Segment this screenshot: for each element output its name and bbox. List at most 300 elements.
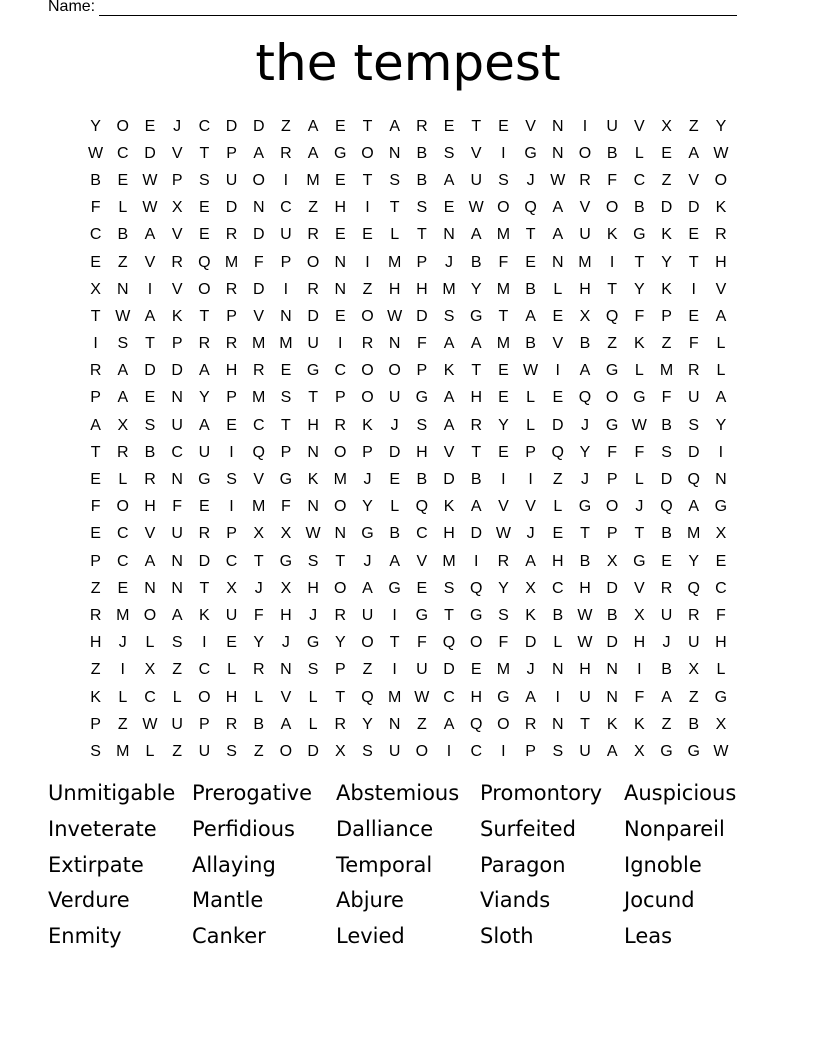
grid-letter[interactable]: D: [144, 362, 156, 380]
grid-letter[interactable]: L: [172, 688, 182, 706]
grid-letter[interactable]: U: [470, 171, 482, 189]
grid-letter[interactable]: K: [525, 606, 536, 624]
grid-letter[interactable]: D: [307, 307, 319, 325]
grid-letter[interactable]: I: [147, 280, 153, 298]
grid-letter[interactable]: H: [307, 416, 319, 434]
grid-letter[interactable]: B: [634, 199, 645, 217]
grid-letter[interactable]: K: [443, 362, 455, 380]
grid-letter[interactable]: X: [90, 280, 101, 298]
grid-letter[interactable]: H: [144, 498, 156, 516]
grid-letter[interactable]: P: [606, 471, 618, 489]
grid-letter[interactable]: P: [280, 253, 292, 271]
grid-letter[interactable]: O: [306, 253, 320, 271]
grid-letter[interactable]: K: [661, 226, 672, 244]
grid-letter[interactable]: T: [145, 335, 155, 353]
grid-letter[interactable]: A: [389, 552, 400, 570]
grid-letter[interactable]: M: [333, 471, 347, 489]
grid-letter[interactable]: O: [143, 606, 157, 624]
grid-letter[interactable]: E: [552, 525, 564, 543]
grid-letter[interactable]: H: [552, 552, 564, 570]
grid-letter[interactable]: X: [715, 525, 727, 543]
grid-letter[interactable]: V: [579, 199, 591, 217]
grid-letter[interactable]: W: [495, 525, 511, 543]
grid-letter[interactable]: E: [470, 661, 482, 679]
grid-letter[interactable]: O: [361, 144, 374, 162]
grid-letter[interactable]: F: [498, 634, 509, 652]
grid-letter[interactable]: G: [524, 144, 537, 162]
grid-letter[interactable]: A: [199, 362, 210, 380]
grid-letter[interactable]: J: [580, 416, 589, 434]
grid-letter[interactable]: D: [606, 634, 618, 652]
grid-letter[interactable]: T: [90, 443, 101, 461]
grid-letter[interactable]: X: [117, 416, 129, 434]
grid-letter[interactable]: V: [144, 253, 156, 271]
grid-letter[interactable]: S: [117, 335, 129, 353]
grid-letter[interactable]: Y: [498, 579, 509, 597]
grid-letter[interactable]: F: [253, 253, 264, 271]
grid-letter[interactable]: E: [661, 552, 672, 570]
grid-letter[interactable]: R: [470, 416, 482, 434]
grid-letter[interactable]: V: [715, 280, 727, 298]
grid-letter[interactable]: U: [388, 742, 401, 760]
grid-letter[interactable]: E: [688, 307, 700, 325]
grid-letter[interactable]: T: [362, 171, 373, 189]
grid-letter[interactable]: O: [334, 498, 347, 516]
grid-letter[interactable]: N: [552, 144, 564, 162]
grid-letter[interactable]: I: [338, 335, 343, 353]
grid-letter[interactable]: Z: [661, 335, 672, 353]
grid-letter[interactable]: F: [172, 498, 183, 516]
grid-letter[interactable]: N: [171, 552, 183, 570]
grid-letter[interactable]: C: [117, 525, 129, 543]
grid-letter[interactable]: G: [687, 742, 700, 760]
grid-letter[interactable]: S: [226, 471, 237, 489]
grid-letter[interactable]: R: [198, 525, 211, 543]
grid-letter[interactable]: E: [199, 498, 210, 516]
grid-letter[interactable]: T: [444, 606, 454, 624]
grid-letter[interactable]: K: [634, 335, 645, 353]
grid-letter[interactable]: V: [498, 498, 509, 516]
grid-letter[interactable]: R: [497, 552, 510, 570]
grid-letter[interactable]: T: [253, 552, 264, 570]
grid-letter[interactable]: O: [388, 362, 401, 380]
grid-letter[interactable]: L: [254, 688, 264, 706]
grid-letter[interactable]: Z: [688, 688, 699, 706]
grid-letter[interactable]: O: [714, 171, 728, 189]
grid-letter[interactable]: J: [254, 579, 263, 597]
grid-letter[interactable]: H: [470, 389, 482, 407]
grid-letter[interactable]: D: [416, 307, 428, 325]
grid-letter[interactable]: A: [307, 117, 319, 135]
grid-letter[interactable]: N: [552, 715, 564, 733]
grid-letter[interactable]: G: [714, 498, 728, 516]
grid-letter[interactable]: J: [662, 634, 671, 652]
grid-letter[interactable]: E: [117, 171, 129, 189]
grid-letter[interactable]: Y: [362, 498, 373, 516]
grid-letter[interactable]: N: [388, 144, 401, 162]
grid-letter[interactable]: J: [526, 171, 535, 189]
grid-letter[interactable]: W: [713, 742, 729, 760]
grid-letter[interactable]: W: [387, 307, 403, 325]
grid-letter[interactable]: A: [362, 579, 373, 597]
grid-letter[interactable]: S: [443, 579, 455, 597]
grid-letter[interactable]: D: [225, 199, 238, 217]
grid-letter[interactable]: F: [716, 606, 726, 624]
grid-letter[interactable]: I: [473, 552, 479, 570]
grid-letter[interactable]: V: [470, 144, 482, 162]
grid-letter[interactable]: O: [361, 362, 374, 380]
grid-letter[interactable]: B: [606, 144, 618, 162]
grid-letter[interactable]: X: [661, 117, 672, 135]
grid-letter[interactable]: R: [660, 579, 673, 597]
grid-letter[interactable]: X: [144, 661, 156, 679]
grid-letter[interactable]: Q: [687, 471, 700, 489]
grid-letter[interactable]: I: [229, 498, 234, 516]
grid-letter[interactable]: O: [198, 688, 211, 706]
grid-letter[interactable]: N: [171, 389, 183, 407]
grid-letter[interactable]: V: [443, 443, 455, 461]
grid-letter[interactable]: P: [199, 715, 210, 733]
grid-letter[interactable]: T: [498, 307, 509, 325]
grid-letter[interactable]: F: [634, 443, 645, 461]
grid-letter[interactable]: M: [687, 525, 701, 543]
grid-letter[interactable]: Y: [498, 416, 509, 434]
grid-letter[interactable]: R: [280, 144, 292, 162]
grid-letter[interactable]: I: [365, 253, 370, 271]
grid-letter[interactable]: W: [88, 144, 104, 162]
grid-letter[interactable]: I: [120, 661, 125, 679]
grid-letter[interactable]: A: [525, 307, 536, 325]
grid-letter[interactable]: G: [415, 389, 429, 407]
grid-letter[interactable]: V: [525, 498, 536, 516]
grid-letter[interactable]: B: [470, 471, 482, 489]
grid-letter[interactable]: W: [142, 715, 158, 733]
grid-letter[interactable]: I: [555, 688, 560, 706]
grid-letter[interactable]: O: [497, 199, 510, 217]
grid-letter[interactable]: A: [688, 498, 700, 516]
grid-letter[interactable]: U: [171, 715, 183, 733]
grid-letter[interactable]: A: [307, 144, 319, 162]
grid-letter[interactable]: L: [308, 715, 318, 733]
grid-letter[interactable]: C: [117, 552, 129, 570]
grid-letter[interactable]: P: [90, 389, 101, 407]
grid-letter[interactable]: C: [198, 117, 211, 135]
grid-letter[interactable]: A: [280, 715, 292, 733]
grid-letter[interactable]: U: [171, 525, 183, 543]
grid-letter[interactable]: P: [606, 525, 618, 543]
grid-letter[interactable]: B: [688, 715, 700, 733]
grid-letter[interactable]: A: [443, 171, 455, 189]
grid-letter[interactable]: W: [577, 606, 593, 624]
grid-letter[interactable]: S: [389, 171, 400, 189]
grid-letter[interactable]: O: [252, 171, 265, 189]
grid-letter[interactable]: Z: [308, 199, 318, 217]
grid-letter[interactable]: E: [90, 253, 101, 271]
grid-letter[interactable]: N: [443, 226, 455, 244]
grid-letter[interactable]: A: [90, 416, 101, 434]
grid-letter[interactable]: A: [171, 606, 183, 624]
grid-letter[interactable]: S: [90, 742, 101, 760]
grid-letter[interactable]: N: [334, 280, 347, 298]
grid-letter[interactable]: T: [471, 117, 482, 135]
grid-letter[interactable]: U: [171, 416, 183, 434]
grid-letter[interactable]: Z: [607, 335, 618, 353]
grid-letter[interactable]: L: [118, 199, 128, 217]
grid-letter[interactable]: A: [470, 498, 482, 516]
grid-letter[interactable]: D: [225, 117, 238, 135]
grid-letter[interactable]: O: [361, 389, 374, 407]
grid-letter[interactable]: O: [116, 117, 129, 135]
grid-letter[interactable]: G: [361, 525, 374, 543]
grid-letter[interactable]: K: [606, 226, 618, 244]
grid-letter[interactable]: M: [224, 253, 239, 271]
grid-letter[interactable]: U: [361, 606, 374, 624]
grid-letter[interactable]: J: [173, 117, 182, 135]
grid-letter[interactable]: A: [715, 307, 727, 325]
grid-letter[interactable]: O: [279, 742, 293, 760]
grid-letter[interactable]: F: [607, 171, 618, 189]
grid-letter[interactable]: N: [117, 280, 129, 298]
grid-letter[interactable]: U: [660, 606, 673, 624]
grid-letter[interactable]: X: [171, 199, 183, 217]
grid-letter[interactable]: D: [252, 117, 265, 135]
grid-letter[interactable]: R: [252, 661, 265, 679]
grid-letter[interactable]: A: [144, 307, 156, 325]
grid-letter[interactable]: X: [253, 525, 265, 543]
grid-letter[interactable]: V: [171, 144, 183, 162]
grid-letter[interactable]: V: [525, 117, 536, 135]
grid-letter[interactable]: P: [90, 715, 101, 733]
grid-letter[interactable]: E: [226, 634, 237, 652]
grid-letter[interactable]: T: [308, 389, 318, 407]
grid-letter[interactable]: U: [579, 742, 591, 760]
grid-letter[interactable]: E: [362, 226, 373, 244]
grid-letter[interactable]: U: [198, 443, 211, 461]
grid-letter[interactable]: W: [713, 144, 729, 162]
grid-letter[interactable]: C: [89, 226, 102, 244]
grid-letter[interactable]: A: [688, 144, 700, 162]
grid-letter[interactable]: Y: [470, 280, 482, 298]
grid-letter[interactable]: O: [469, 634, 483, 652]
grid-letter[interactable]: L: [526, 416, 536, 434]
grid-letter[interactable]: U: [388, 389, 401, 407]
grid-letter[interactable]: X: [688, 661, 700, 679]
grid-letter[interactable]: O: [605, 498, 619, 516]
grid-letter[interactable]: J: [281, 634, 290, 652]
grid-letter[interactable]: K: [634, 715, 645, 733]
grid-letter[interactable]: A: [552, 226, 564, 244]
grid-letter[interactable]: W: [115, 307, 131, 325]
grid-letter[interactable]: E: [199, 226, 210, 244]
grid-letter[interactable]: C: [416, 525, 428, 543]
grid-letter[interactable]: Z: [117, 715, 128, 733]
grid-letter[interactable]: K: [171, 307, 183, 325]
grid-letter[interactable]: L: [716, 661, 726, 679]
grid-letter[interactable]: B: [470, 253, 482, 271]
grid-letter[interactable]: C: [117, 144, 129, 162]
grid-letter[interactable]: E: [334, 307, 346, 325]
grid-letter[interactable]: L: [227, 661, 236, 679]
grid-letter[interactable]: S: [443, 144, 455, 162]
grid-letter[interactable]: F: [498, 253, 509, 271]
grid-letter[interactable]: T: [525, 226, 536, 244]
grid-letter[interactable]: V: [634, 117, 645, 135]
grid-letter[interactable]: M: [496, 661, 511, 679]
grid-letter[interactable]: M: [387, 688, 402, 706]
name-blank[interactable]: [99, 1, 737, 16]
grid-letter[interactable]: H: [579, 280, 591, 298]
grid-letter[interactable]: M: [442, 280, 456, 298]
grid-letter[interactable]: E: [498, 443, 509, 461]
grid-letter[interactable]: I: [501, 144, 506, 162]
grid-letter[interactable]: B: [661, 416, 672, 434]
grid-letter[interactable]: N: [388, 715, 401, 733]
grid-letter[interactable]: G: [714, 688, 728, 706]
grid-letter[interactable]: R: [171, 253, 183, 271]
grid-letter[interactable]: U: [687, 634, 700, 652]
grid-letter[interactable]: D: [144, 144, 156, 162]
grid-letter[interactable]: R: [687, 606, 700, 624]
grid-letter[interactable]: Z: [416, 715, 427, 733]
grid-letter[interactable]: Z: [90, 579, 101, 597]
grid-letter[interactable]: B: [552, 606, 564, 624]
grid-letter[interactable]: E: [334, 117, 346, 135]
grid-letter[interactable]: I: [582, 117, 588, 135]
grid-letter[interactable]: K: [90, 688, 101, 706]
grid-letter[interactable]: Q: [605, 307, 619, 325]
grid-letter[interactable]: F: [90, 199, 101, 217]
grid-letter[interactable]: J: [390, 416, 399, 434]
grid-letter[interactable]: L: [634, 144, 644, 162]
grid-letter[interactable]: G: [279, 552, 293, 570]
grid-letter[interactable]: P: [362, 443, 373, 461]
grid-letter[interactable]: M: [252, 498, 266, 516]
grid-letter[interactable]: B: [253, 715, 265, 733]
grid-letter[interactable]: U: [416, 661, 428, 679]
grid-letter[interactable]: S: [280, 389, 292, 407]
grid-letter[interactable]: P: [171, 335, 183, 353]
grid-letter[interactable]: O: [198, 280, 211, 298]
grid-letter[interactable]: Y: [334, 634, 346, 652]
grid-letter[interactable]: K: [307, 471, 319, 489]
grid-letter[interactable]: Z: [362, 661, 373, 679]
grid-letter[interactable]: A: [253, 144, 265, 162]
grid-letter[interactable]: V: [144, 525, 156, 543]
grid-letter[interactable]: G: [578, 498, 592, 516]
grid-letter[interactable]: Y: [688, 552, 700, 570]
grid-letter[interactable]: T: [90, 307, 101, 325]
grid-letter[interactable]: V: [634, 579, 645, 597]
grid-letter[interactable]: D: [524, 634, 537, 652]
grid-letter[interactable]: X: [334, 742, 346, 760]
grid-letter[interactable]: L: [553, 498, 563, 516]
grid-letter[interactable]: J: [580, 471, 589, 489]
grid-letter[interactable]: C: [715, 579, 727, 597]
grid-letter[interactable]: U: [225, 606, 238, 624]
grid-letter[interactable]: K: [199, 606, 210, 624]
grid-letter[interactable]: F: [281, 498, 291, 516]
grid-letter[interactable]: G: [605, 416, 619, 434]
grid-letter[interactable]: E: [334, 226, 346, 244]
grid-letter[interactable]: L: [716, 335, 726, 353]
grid-letter[interactable]: G: [633, 552, 646, 570]
grid-letter[interactable]: F: [253, 606, 264, 624]
grid-letter[interactable]: R: [117, 443, 129, 461]
grid-letter[interactable]: T: [199, 144, 210, 162]
grid-letter[interactable]: L: [553, 634, 563, 652]
grid-letter[interactable]: M: [496, 335, 511, 353]
grid-letter[interactable]: X: [606, 552, 618, 570]
grid-letter[interactable]: W: [305, 525, 321, 543]
grid-letter[interactable]: X: [226, 579, 237, 597]
grid-letter[interactable]: H: [334, 199, 347, 217]
grid-letter[interactable]: G: [605, 362, 619, 380]
grid-letter[interactable]: Z: [172, 661, 183, 679]
grid-letter[interactable]: H: [715, 253, 727, 271]
grid-letter[interactable]: N: [252, 199, 265, 217]
grid-letter[interactable]: D: [252, 280, 265, 298]
grid-letter[interactable]: X: [634, 606, 645, 624]
grid-letter[interactable]: Q: [469, 579, 483, 597]
grid-letter[interactable]: Q: [198, 253, 211, 271]
grid-letter[interactable]: M: [496, 226, 511, 244]
grid-letter[interactable]: R: [687, 362, 700, 380]
grid-letter[interactable]: T: [199, 579, 210, 597]
grid-letter[interactable]: L: [118, 471, 128, 489]
grid-letter[interactable]: T: [634, 525, 645, 543]
grid-letter[interactable]: E: [715, 552, 727, 570]
grid-letter[interactable]: P: [334, 661, 346, 679]
grid-letter[interactable]: R: [225, 280, 238, 298]
grid-letter[interactable]: B: [579, 335, 591, 353]
grid-letter[interactable]: B: [117, 226, 129, 244]
grid-letter[interactable]: G: [633, 226, 646, 244]
grid-letter[interactable]: N: [552, 117, 564, 135]
grid-letter[interactable]: Z: [90, 661, 101, 679]
grid-letter[interactable]: O: [334, 443, 347, 461]
grid-letter[interactable]: I: [392, 606, 397, 624]
grid-letter[interactable]: G: [306, 362, 320, 380]
grid-letter[interactable]: A: [470, 335, 482, 353]
grid-letter[interactable]: O: [578, 144, 592, 162]
grid-letter[interactable]: J: [363, 471, 372, 489]
grid-letter[interactable]: N: [307, 498, 319, 516]
grid-letter[interactable]: M: [116, 742, 130, 760]
grid-letter[interactable]: Y: [715, 416, 727, 434]
grid-letter[interactable]: I: [283, 280, 289, 298]
grid-letter[interactable]: S: [498, 171, 509, 189]
grid-letter[interactable]: R: [252, 362, 265, 380]
grid-letter[interactable]: Z: [688, 117, 699, 135]
grid-letter[interactable]: P: [226, 307, 237, 325]
grid-letter[interactable]: A: [199, 416, 210, 434]
grid-letter[interactable]: O: [605, 389, 619, 407]
grid-letter[interactable]: G: [388, 579, 401, 597]
grid-letter[interactable]: R: [307, 226, 319, 244]
grid-letter[interactable]: C: [470, 742, 482, 760]
grid-letter[interactable]: L: [145, 634, 155, 652]
grid-letter[interactable]: H: [225, 688, 238, 706]
grid-letter[interactable]: M: [252, 335, 266, 353]
grid-letter[interactable]: N: [334, 253, 347, 271]
grid-letter[interactable]: P: [226, 525, 237, 543]
grid-letter[interactable]: O: [116, 498, 129, 516]
grid-letter[interactable]: L: [526, 389, 536, 407]
grid-letter[interactable]: C: [633, 171, 646, 189]
grid-letter[interactable]: P: [525, 443, 536, 461]
grid-letter[interactable]: F: [607, 443, 618, 461]
grid-letter[interactable]: R: [715, 226, 727, 244]
